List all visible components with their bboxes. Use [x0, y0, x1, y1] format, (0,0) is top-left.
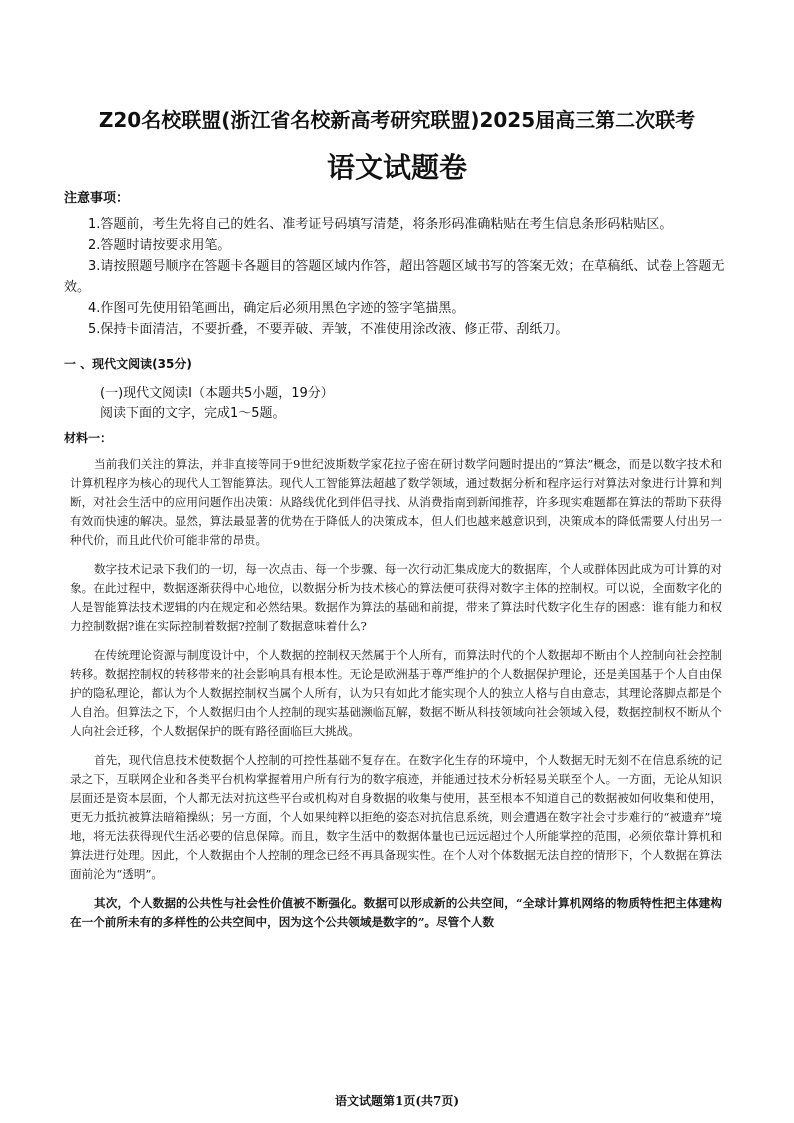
notice-item: 2.答题时请按要求用笔。 — [88, 238, 231, 253]
exam-title: Z20名校联盟(浙江省名校新高考研究联盟)2025届高三第二次联考 — [98, 108, 696, 132]
notice-heading: 注意事项： — [64, 191, 130, 206]
notice-list — [64, 214, 728, 340]
notice-item: 3.请按照题号顺序在答题卡各题目的答题区域内作答，超出答题区域书写的答案无效；在草稿纸、试卷上答题无效。 — [64, 259, 725, 295]
exam-subtitle: 语文试题卷 — [326, 151, 467, 184]
material-heading: 材料一： — [64, 431, 113, 445]
page-footer: 语文试题第1页(共7页) — [334, 1094, 460, 1108]
section-instruction: 阅读下面的文字，完成1～5题。 — [100, 406, 286, 421]
material-paragraph: 当前我们关注的算法，并非直接等同于9世纪波斯数学家花拉子密在研讨数学问题时提出的“算法”概念，而是以数字技术和计算机程序为核心的现代人工智能算法。现代人工智能算法超越了数学领域，通过数据分析和程序运行对算法对象进行计算和判断，对社会生活中的应用问题作出决策：从路线优化到伴侣寻找、从消费指南到新闻推荐，许多现实难题都在算法的帮助下获得有效而快速的解决。显然，算法最显著的优势在于降低人的决策成本，但人们也越来越意识到，决策成本的降低需要人付出另一种代价，而且此代价可能非常的昂贵。 — [70, 457, 722, 547]
notice-item: 5.保持卡面清洁，不要折叠，不要弄破、弄皱，不准使用涂改液、修正带、刮纸刀。 — [88, 322, 569, 337]
section-heading: 一 、现代文阅读(35分) — [64, 357, 192, 371]
material-body — [70, 455, 722, 942]
notice-item: 1.答题前，考生先将自己的姓名、准考证号码填写清楚，将条形码准确粘贴在考生信息条形码粘贴区。 — [88, 217, 673, 232]
notice-item: 4.作图可先使用铅笔画出，确定后必须用黑色字迹的签字笔描黑。 — [88, 301, 465, 316]
section-subtitle: (一)现代文阅读Ⅰ（本题共5小题，19分） — [100, 386, 334, 401]
material-paragraph: 首先，现代信息技术使数据个人控制的可控性基础不复存在。在数字化生存的环境中，个人数据无时无刻不在信息系统的记录之下，互联网企业和各类平台机构掌握着用户所有行为的数字痕迹，并能通过技术分析轻易关联至个人。一方面，无论从知识层面还是资本层面，个人都无法对抗这些平台或机构对自身数据的收集与使用，甚至根本不知道自己的数据被如何收集和使用，更无力抵抗被算法暗箱操纵；另一方面，个人如果纯粹以拒绝的姿态对抗信息系统，则会遭遇在数字社会寸步难行的“被遗弃”境地，将无法获得现代生活必要的信息保障。而且，数字生活中的数据体量也已远远超过个人所能掌控的范围，必须依靠计算机和算法进行处理。因此，个人数据由个人控制的理念已经不再具备现实性。在个人对个体数据无法自控的情形下，个人数据在算法面前沦为“透明”。 — [70, 753, 722, 881]
material-paragraph: 在传统理论资源与制度设计中，个人数据的控制权天然属于个人所有，而算法时代的个人数据却不断由个人控制向社会控制转移。数据控制权的转移带来的社会影响具有根本性。无论是欧洲基于尊严维护的个人数据保护理论，还是美国基于个人自由保护的隐私理论，都认为个人数据控制权当属个人所有，认为只有如此才能实现个人的独立人格与自由意志，其理论落脚点都是个人自治。但算法之下，个人数据归由个人控制的现实基础濒临瓦解，数据不断从科技领域向社会领域入侵，数据控制权不断从个人向社会迁移，个人数据保护的既有路径面临巨大挑战。 — [70, 648, 722, 738]
material-paragraph: 其次，个人数据的公共性与社会性价值被不断强化。数据可以形成新的公共空间，“全球计算机网络的物质特性把主体建构在一个前所未有的多样性的公共空间中，因为这个公共领域是数字的”。尽管个人数 — [70, 896, 722, 929]
material-paragraph: 数字技术记录下我们的一切，每一次点击、每一个步骤、每一次行动汇集成庞大的数据库，个人或群体因此成为可计算的对象。在此过程中，数据逐渐获得中心地位，以数据分析为技术核心的算法便可获得对数字主体的控制权。可以说，全面数字化的人是智能算法技术逻辑的内在规定和必然结果。数据作为算法的基础和前提，带来了算法时代数字化生存的困惑：谁有能力和权力控制数据?谁在实际控制着数据?控制了数据意味着什么? — [70, 562, 722, 633]
